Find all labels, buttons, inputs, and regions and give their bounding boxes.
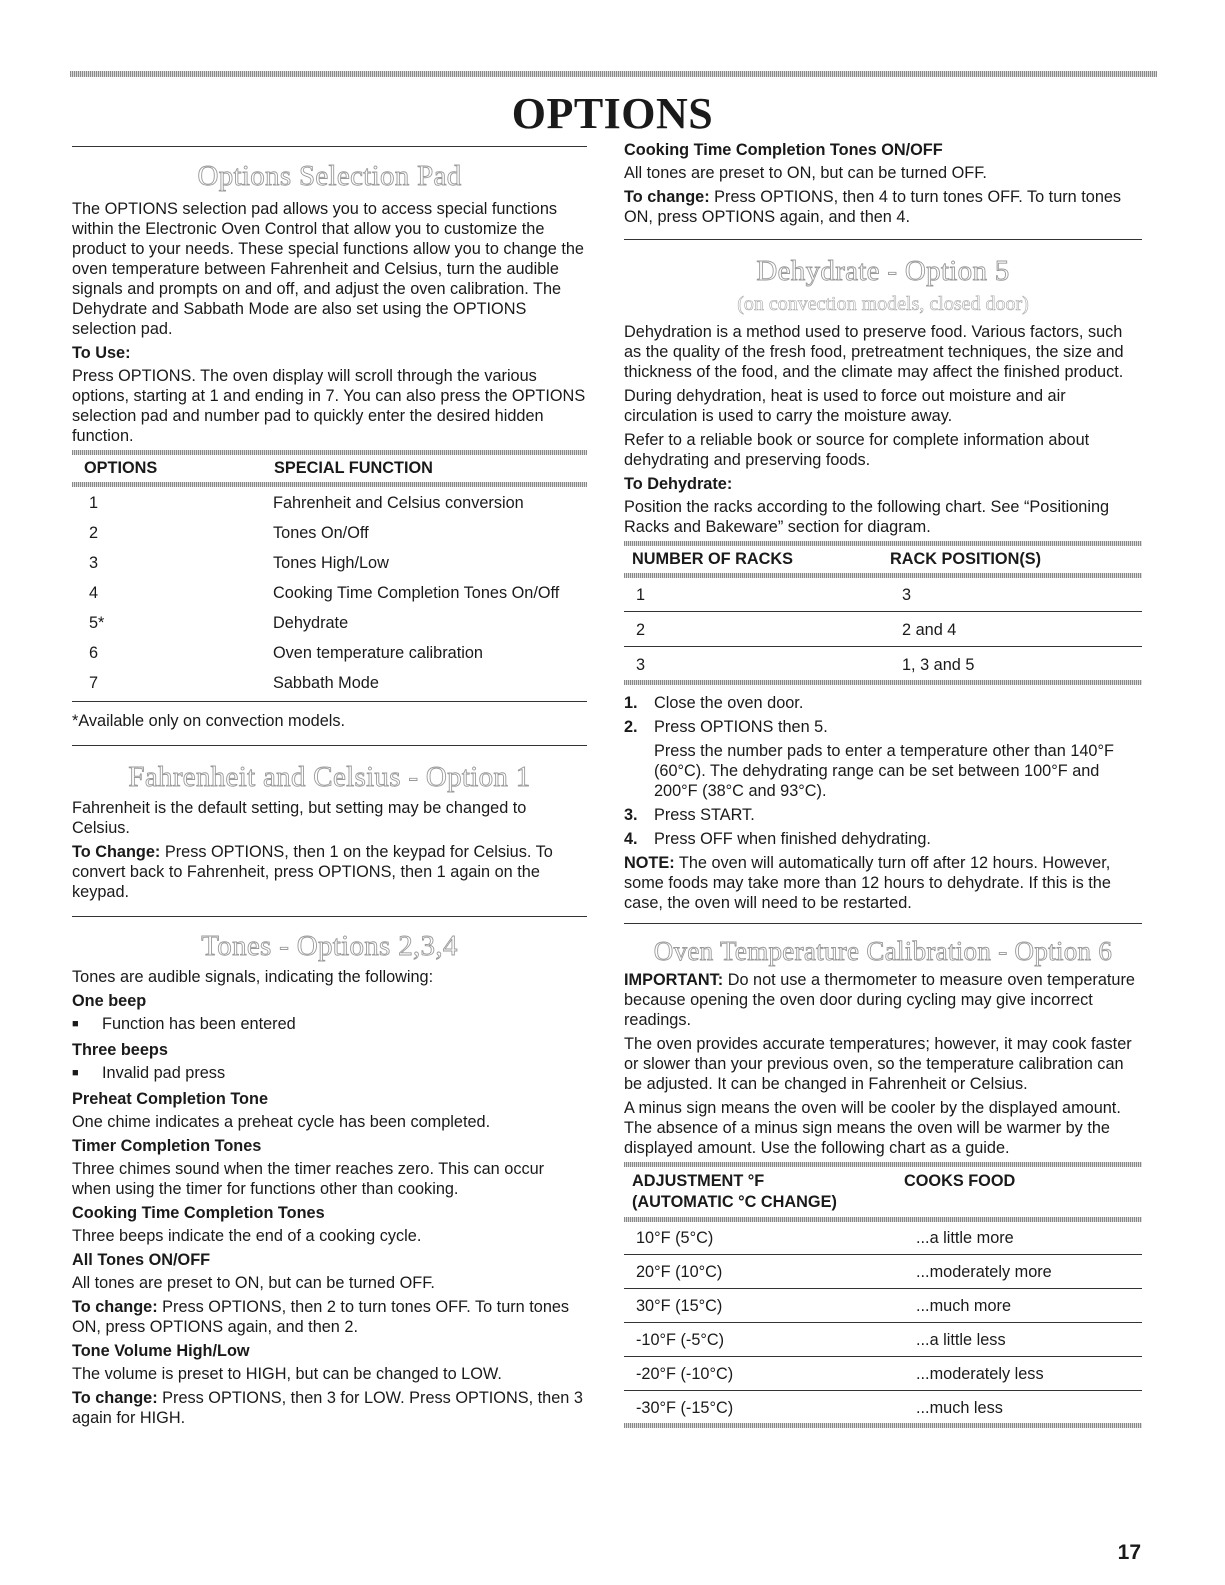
to-dehydrate-label: To Dehydrate: <box>624 475 733 493</box>
option-function: Fahrenheit and Celsius conversion <box>273 494 524 512</box>
adjustment-value: -10°F (-5°C) <box>624 1323 908 1357</box>
racks-count: 3 <box>636 656 646 674</box>
cooks-food-value: ...much less <box>916 1399 1003 1417</box>
step-number: 1. <box>624 694 638 712</box>
preheat-text: One chime indicates a preheat cycle has been completed. <box>72 1113 491 1131</box>
to-use-label: To Use: <box>72 344 131 362</box>
section-divider <box>72 146 587 147</box>
table-row <box>72 553 587 583</box>
table-row <box>624 1255 1142 1289</box>
step-1 <box>624 693 1142 713</box>
cooking-completion-text: All tones are preset to ON, but can be turned OFF. <box>624 164 987 182</box>
options-header: OPTIONS <box>84 459 158 477</box>
table-row <box>72 583 587 613</box>
options-footnote: *Available only on convection models. <box>72 712 346 730</box>
section-divider <box>72 916 587 917</box>
options-table <box>72 455 587 482</box>
table-row <box>624 578 1142 612</box>
fahrenheit-change <box>72 842 587 902</box>
adjustment-value: 30°F (15°C) <box>624 1289 908 1323</box>
table-bottom-hatch <box>624 680 1142 685</box>
selection-pad-intro: The OPTIONS selection pad allows you to access special functions within the Electronic Oven Control that allow you to customize the product to your needs. These special functions allow you to change the oven temperature between Fahrenheit and Celsius, turn the audible signals and prompts on and off, and adjust the oven calibration. The Dehydrate and Sabbath Mode are also set using the OPTIONS selection pad. <box>72 200 584 338</box>
calibration-p2: A minus sign means the oven will be cooler by the displayed amount. The absence of a minus sign means the oven will be warmer by the displayed amount. Use the following chart as a guide. <box>624 1099 1121 1157</box>
table-row <box>624 1323 1142 1357</box>
page-title: OPTIONS <box>511 89 714 138</box>
option-function: Sabbath Mode <box>273 674 379 692</box>
options-table-body <box>72 493 587 699</box>
option-number: 6 <box>89 644 99 662</box>
racks-count: 1 <box>624 578 894 612</box>
note-label: NOTE: <box>624 854 675 872</box>
table-row <box>72 673 587 699</box>
section-divider <box>624 239 1142 240</box>
calibration-table <box>624 1222 1142 1423</box>
table-row <box>624 1289 1142 1323</box>
important-body: Do not use a thermometer to measure oven temperature because opening the oven door during cycling may give incorrect readings. <box>624 971 1135 1029</box>
calibration-table-header <box>624 1167 1142 1217</box>
to-change-label: To change: <box>72 1389 158 1407</box>
adjustment-value: -30°F (-15°C) <box>636 1399 734 1417</box>
tones-heading: Tones - Options 2,3,4 <box>201 930 458 962</box>
calibration-p1: The oven provides accurate temperatures; however, it may cook faster or slower than your previous oven, so the temperature calibration can be adjusted. It can be changed in Fahrenheit or Celsius. <box>624 1035 1132 1093</box>
table-row <box>624 1357 1142 1391</box>
table-row <box>72 523 587 553</box>
tones-intro: Tones are audible signals, indicating the following: <box>72 968 434 986</box>
to-change-text: Press OPTIONS, then 2 to turn tones OFF. To turn tones ON, press OPTIONS again, and then 2. <box>72 1298 570 1336</box>
cooks-food-value: ...much more <box>908 1289 1142 1323</box>
dehydrate-p1: Dehydration is a method used to preserve food. Various factors, such as the quality of the fresh food, pretreatment techniques, the size and thickness of the food, and the climate may affect the finished product. <box>624 323 1124 381</box>
table-row <box>72 613 587 643</box>
table-row <box>624 647 1142 681</box>
cooks-food-value: ...moderately more <box>908 1255 1142 1289</box>
rack-positions: 3 <box>894 578 1142 612</box>
left-column <box>72 140 587 1432</box>
all-tones-label: All Tones ON/OFF <box>72 1251 211 1269</box>
three-beeps-label: Three beeps <box>72 1041 168 1059</box>
fahrenheit-heading: Fahrenheit and Celsius - Option 1 <box>128 761 531 793</box>
option-number: 2 <box>89 524 99 542</box>
cooks-food-value: ...a little more <box>908 1222 1142 1255</box>
racks-count: 2 <box>624 612 894 647</box>
table-row <box>624 1222 1142 1255</box>
table-row <box>72 643 587 673</box>
dehydrate-p2: During dehydration, heat is used to force out moisture and air circulation is used to carry the moisture away. <box>624 387 1066 425</box>
volume-text: The volume is preset to HIGH, but can be changed to LOW. <box>72 1365 502 1383</box>
adjustment-header-line1: ADJUSTMENT °F <box>632 1172 765 1190</box>
all-tones-change <box>72 1297 587 1337</box>
selection-pad-heading: Options Selection Pad <box>197 160 462 192</box>
cooking-completion-label: Cooking Time Completion Tones ON/OFF <box>624 141 943 159</box>
page-number: 17 <box>1117 1541 1141 1564</box>
table-row <box>624 1391 1142 1424</box>
step-text: Press OFF when finished dehydrating. <box>654 830 931 848</box>
to-change-text: Press OPTIONS, then 4 to turn tones OFF. To turn tones ON, press OPTIONS again, and then 4. <box>624 188 1122 226</box>
table-bottom-rule <box>72 701 587 702</box>
to-change-text: Press OPTIONS, then 3 for LOW. Press OPTIONS, then 3 again for HIGH. <box>72 1389 583 1427</box>
to-change-label: To change: <box>72 1298 158 1316</box>
timer-text: Three chimes sound when the timer reaches zero. This can occur when using the timer for functions other than cooking. <box>72 1160 545 1198</box>
adjustment-value: 10°F (5°C) <box>624 1222 908 1255</box>
right-column <box>624 140 1142 1428</box>
table-row <box>624 612 1142 647</box>
step-3 <box>624 805 1142 825</box>
rack-positions: 2 and 4 <box>894 612 1142 647</box>
step-2-detail: Press the number pads to enter a temperature other than 140°F (60°C). The dehydrating range can be set between 100°F and 200°F (38°C and 93°C). <box>654 742 1114 800</box>
section-divider <box>72 745 587 746</box>
one-beep-item: ■ Function has been entered <box>72 1014 587 1034</box>
important-text <box>624 970 1142 1030</box>
cooking-completion-change <box>624 187 1142 227</box>
note-text: The oven will automatically turn off after 12 hours. However, some foods may take more than 12 hours to dehydrate. If this is the case, the oven will need to be restarted. <box>624 854 1111 912</box>
step-number: 2. <box>624 718 638 736</box>
volume-change <box>72 1388 587 1428</box>
table-bottom-hatch <box>624 1423 1142 1428</box>
number-of-racks-header: NUMBER OF RACKS <box>632 550 793 568</box>
cooking-tones-label: Cooking Time Completion Tones <box>72 1204 325 1222</box>
cooks-food-header: COOKS FOOD <box>904 1172 1016 1190</box>
to-change-label: To change: <box>624 188 710 206</box>
option-number: 1 <box>89 494 99 512</box>
table-header-hatch <box>72 482 587 487</box>
step-2 <box>624 717 1142 737</box>
to-dehydrate-text: Position the racks according to the following chart. See “Positioning Racks and Bakeware” section for diagram. <box>624 498 1110 536</box>
option-number: 5* <box>89 614 105 632</box>
adjustment-header <box>624 1167 904 1217</box>
special-function-header: SPECIAL FUNCTION <box>274 459 433 477</box>
adjustment-header-line2: (AUTOMATIC °C CHANGE) <box>632 1193 837 1211</box>
adjustment-value: -20°F (-10°C) <box>624 1357 908 1391</box>
timer-label: Timer Completion Tones <box>72 1137 262 1155</box>
option-function: Tones On/Off <box>273 524 369 542</box>
to-change-text: Press OPTIONS, then 1 on the keypad for Celsius. To convert back to Fahrenheit, press OPTIONS, then 1 again on the keypad. <box>72 843 553 901</box>
dehydrate-note <box>624 853 1142 913</box>
dehydrate-heading: Dehydrate - Option 5 <box>756 255 1010 287</box>
step-text: Close the oven door. <box>654 694 804 712</box>
cooking-tones-text: Three beeps indicate the end of a cooking cycle. <box>72 1227 422 1245</box>
option-number: 7 <box>89 674 99 692</box>
option-function: Cooking Time Completion Tones On/Off <box>273 584 560 602</box>
to-change-label: To Change: <box>72 843 161 861</box>
cooks-food-value: ...a little less <box>908 1323 1142 1357</box>
rack-positions: 1, 3 and 5 <box>902 656 975 674</box>
dehydrate-steps <box>624 693 1142 849</box>
option-function: Dehydrate <box>273 614 349 632</box>
calibration-heading: Oven Temperature Calibration - Option 6 <box>653 936 1113 966</box>
adjustment-value: 20°F (10°C) <box>624 1255 908 1289</box>
option-number: 4 <box>89 584 99 602</box>
to-use-text: Press OPTIONS. The oven display will scroll through the various options, starting at 1 and ending in 7. You can also press the OPTIONS selection pad and number pad to quickly enter the desired hidden function. <box>72 367 586 445</box>
one-beep-label: One beep <box>72 992 147 1010</box>
top-hatch-bar <box>70 71 1157 77</box>
preheat-label: Preheat Completion Tone <box>72 1090 268 1108</box>
option-function: Oven temperature calibration <box>273 644 483 662</box>
step-4 <box>624 829 1142 849</box>
racks-table-header <box>624 546 1142 573</box>
fahrenheit-text: Fahrenheit is the default setting, but setting may be changed to Celsius. <box>72 799 527 837</box>
section-divider <box>624 923 1142 924</box>
three-beeps-item: ■ Invalid pad press <box>72 1063 587 1083</box>
step-text: Press OPTIONS then 5. <box>654 718 828 736</box>
dehydrate-subheading: (on convection models, closed door) <box>737 293 1029 315</box>
step-number: 3. <box>624 806 638 824</box>
all-tones-text: All tones are preset to ON, but can be turned OFF. <box>72 1274 435 1292</box>
step-text: Press START. <box>654 806 755 824</box>
cooks-food-value: ...moderately less <box>908 1357 1142 1391</box>
option-number: 3 <box>89 554 99 572</box>
dehydrate-p3: Refer to a reliable book or source for complete information about dehydrating and preserving foods. <box>624 431 1090 469</box>
table-row <box>72 493 587 523</box>
volume-label: Tone Volume High/Low <box>72 1342 250 1360</box>
rack-position-header: RACK POSITION(S) <box>890 550 1042 568</box>
important-label: IMPORTANT: <box>624 971 724 989</box>
step-number: 4. <box>624 830 638 848</box>
option-function: Tones High/Low <box>273 554 389 572</box>
racks-table <box>624 578 1142 680</box>
